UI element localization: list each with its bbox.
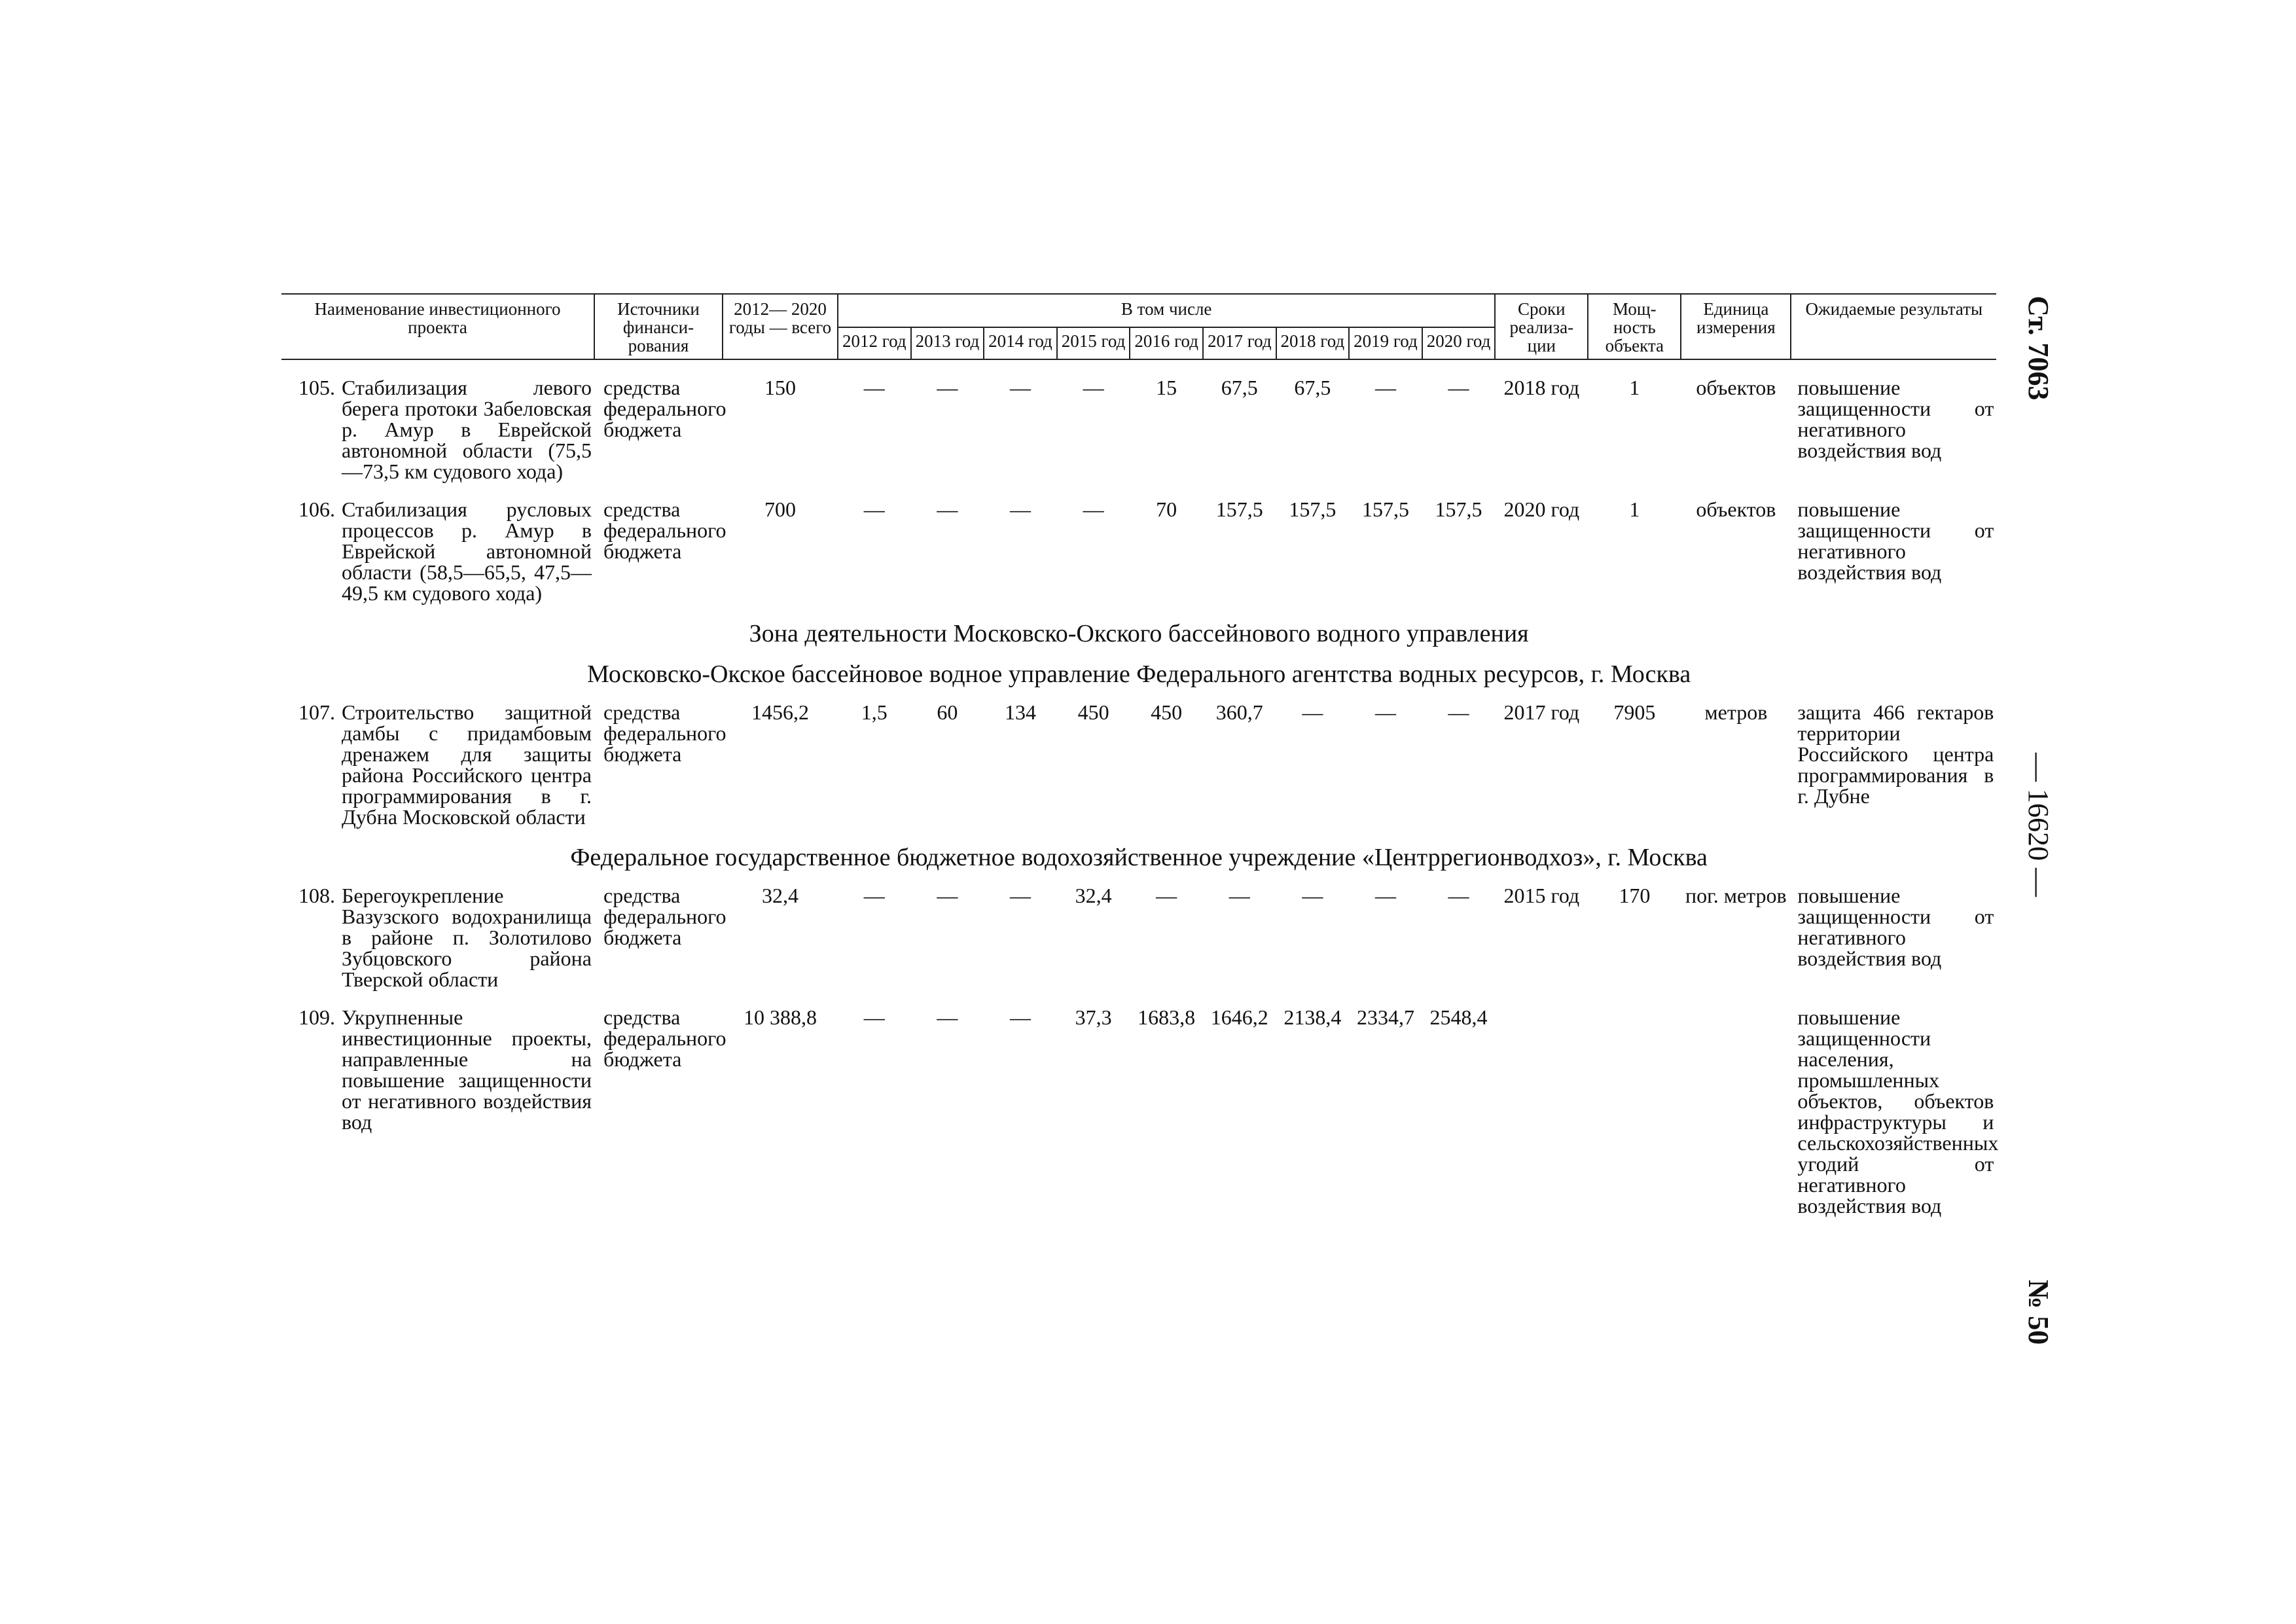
expected-result: повышение защищенности от негативного воздействия вод (1797, 497, 1994, 584)
term: 2018 год (1503, 376, 1580, 399)
year-value: — (1083, 376, 1104, 399)
unit: объектов (1696, 376, 1776, 399)
power: 1 (1629, 376, 1640, 399)
year-value: 67,5 (1221, 376, 1258, 399)
year-value: — (863, 1005, 885, 1029)
investment-projects-table (281, 293, 1999, 1218)
year-value: — (863, 884, 885, 907)
section-heading: Московско-Окское бассейновое водное управление Федерального агентства водных ресурсов, г. Москва (587, 660, 1691, 688)
year-value: — (1448, 884, 1469, 907)
year-value: 67,5 (1294, 376, 1331, 399)
year-value: — (937, 497, 958, 521)
power: 1 (1629, 497, 1640, 521)
power: 7905 (1613, 700, 1656, 724)
expected-result: повышение защищенности от негативного воздействия вод (1797, 376, 1994, 462)
year-value: 32,4 (1075, 884, 1112, 907)
unit: пог. метров (1685, 884, 1787, 907)
year-value: — (1302, 884, 1323, 907)
header-year: 2019 год (1349, 327, 1422, 359)
row-index: 107. (298, 700, 335, 724)
header-power: Мощ- ность объекта (1588, 294, 1681, 359)
year-value: — (937, 376, 958, 399)
year-value: 450 (1077, 700, 1109, 724)
year-value: — (937, 1005, 958, 1029)
project-name: Строительство защитной дамбы с придамбовым дренажем для защиты района Российского центра программирования в г. Дубна Московской области (342, 700, 592, 829)
total-value: 1456,2 (751, 700, 809, 724)
year-value: 1,5 (861, 700, 888, 724)
table-body (281, 359, 1999, 1218)
project-name: Стабилизация русловых процессов р. Амур в Еврейской автономной области (58,5—65,5, 47,5—49,5 км судового хода) (342, 497, 592, 605)
term (1495, 1007, 1588, 1216)
year-value: 1683,8 (1138, 1005, 1196, 1029)
year-value: — (1009, 1005, 1031, 1029)
total-value: 150 (764, 376, 796, 399)
year-value: — (1374, 700, 1396, 724)
project-name: Берегоукрепление Вазузского водохранилища в районе п. Золотилово Зубцовского района Тверской области (342, 884, 592, 991)
year-value: 1646,2 (1210, 1005, 1268, 1029)
table-row (281, 499, 1996, 604)
funding-source: средства федерального бюджета (603, 376, 726, 441)
document-page (281, 293, 1999, 1218)
year-value: — (863, 497, 885, 521)
table-row (281, 702, 1996, 827)
year-value: 157,5 (1289, 497, 1336, 521)
funding-source: средства федерального бюджета (603, 700, 726, 766)
expected-result: повышение защищенности от негативного воздействия вод (1797, 884, 1994, 970)
header-year: 2017 год (1203, 327, 1276, 359)
table-row (281, 1007, 1996, 1216)
year-value: — (1009, 376, 1031, 399)
total-value: 32,4 (762, 884, 798, 907)
year-value: — (1374, 884, 1396, 907)
header-including: В том числе (838, 294, 1495, 327)
year-value: — (937, 884, 958, 907)
year-value: 2334,7 (1356, 1005, 1414, 1029)
year-value: — (1009, 884, 1031, 907)
year-value: 360,7 (1215, 700, 1263, 724)
header-unit: Единица измерения (1681, 294, 1791, 359)
year-value: — (1302, 700, 1323, 724)
row-index: 106. (298, 497, 335, 521)
total-value: 10 388,8 (744, 1005, 817, 1029)
year-value: — (1009, 497, 1031, 521)
year-value: 450 (1151, 700, 1183, 724)
year-value: 157,5 (1361, 497, 1409, 521)
funding-source: средства федерального бюджета (603, 884, 726, 949)
header-year: 2012 год (838, 327, 911, 359)
table-row (281, 377, 1996, 482)
power (1588, 1007, 1681, 1216)
project-name: Стабилизация левого берега протоки Забеловская р. Амур в Еврейской автономной области (75,5—73,5 км судового хода) (342, 376, 592, 483)
unit: объектов (1696, 497, 1776, 521)
document-code-label: — 16620 — (2022, 753, 2054, 897)
term: 2017 год (1503, 700, 1580, 724)
row-index: 108. (298, 884, 335, 907)
year-value: 15 (1156, 376, 1177, 399)
power: 170 (1619, 884, 1651, 907)
header-year: 2020 год (1422, 327, 1496, 359)
project-name: Укрупненные инвестиционные проекты, направленные на повышение защищенности от негативного воздействия вод (342, 1005, 592, 1134)
total-value: 700 (764, 497, 796, 521)
year-value: — (1156, 884, 1177, 907)
year-value: — (1083, 497, 1104, 521)
header-source: Источники финанси- рования (594, 294, 723, 359)
year-value: 157,5 (1215, 497, 1263, 521)
section-heading: Федеральное государственное бюджетное водохозяйственное учреждение «Центррегионводхоз», г. Москва (570, 844, 1708, 871)
header-results: Ожидаемые результаты (1791, 294, 1996, 359)
funding-source: средства федерального бюджета (603, 497, 726, 563)
row-index: 105. (298, 376, 335, 399)
year-value: — (1448, 376, 1469, 399)
year-value: 157,5 (1435, 497, 1482, 521)
year-value: — (1374, 376, 1396, 399)
header-year: 2015 год (1057, 327, 1130, 359)
header-name: Наименование инвестиционного проекта (281, 294, 594, 359)
header-total: 2012— 2020 годы — всего (723, 294, 838, 359)
year-value: 37,3 (1075, 1005, 1112, 1029)
table-row (281, 885, 1996, 990)
year-value: — (1229, 884, 1250, 907)
year-value: — (863, 376, 885, 399)
section-heading: Зона деятельности Московско-Окского бассейнового водного управления (749, 620, 1529, 647)
year-value: 2548,4 (1429, 1005, 1488, 1029)
issue-number-label: № 50 (2022, 1280, 2054, 1345)
expected-result: защита 466 гектаров территории Российского центра программирования в г. Дубне (1797, 700, 1994, 808)
table-header (281, 294, 1996, 359)
row-index: 109. (298, 1005, 335, 1029)
term: 2020 год (1503, 497, 1580, 521)
year-value: 2138,4 (1283, 1005, 1342, 1029)
year-value: — (1448, 700, 1469, 724)
funding-source: средства федерального бюджета (603, 1005, 726, 1071)
year-value: 70 (1156, 497, 1177, 521)
page-number-label: Ст. 7063 (2022, 296, 2054, 401)
unit (1681, 1007, 1791, 1216)
year-value: 134 (1004, 700, 1036, 724)
header-year: 2016 год (1130, 327, 1203, 359)
header-year: 2014 год (984, 327, 1057, 359)
term: 2015 год (1503, 884, 1580, 907)
year-value: 60 (937, 700, 958, 724)
unit: метров (1704, 700, 1768, 724)
header-year: 2018 год (1276, 327, 1350, 359)
header-year: 2013 год (911, 327, 984, 359)
expected-result: повышение защищенности населения, промышленных объектов, объектов инфраструктуры и сельскохозяйственных угодий от негативного воздействия вод (1797, 1005, 1999, 1218)
header-term: Сроки реализа- ции (1495, 294, 1588, 359)
